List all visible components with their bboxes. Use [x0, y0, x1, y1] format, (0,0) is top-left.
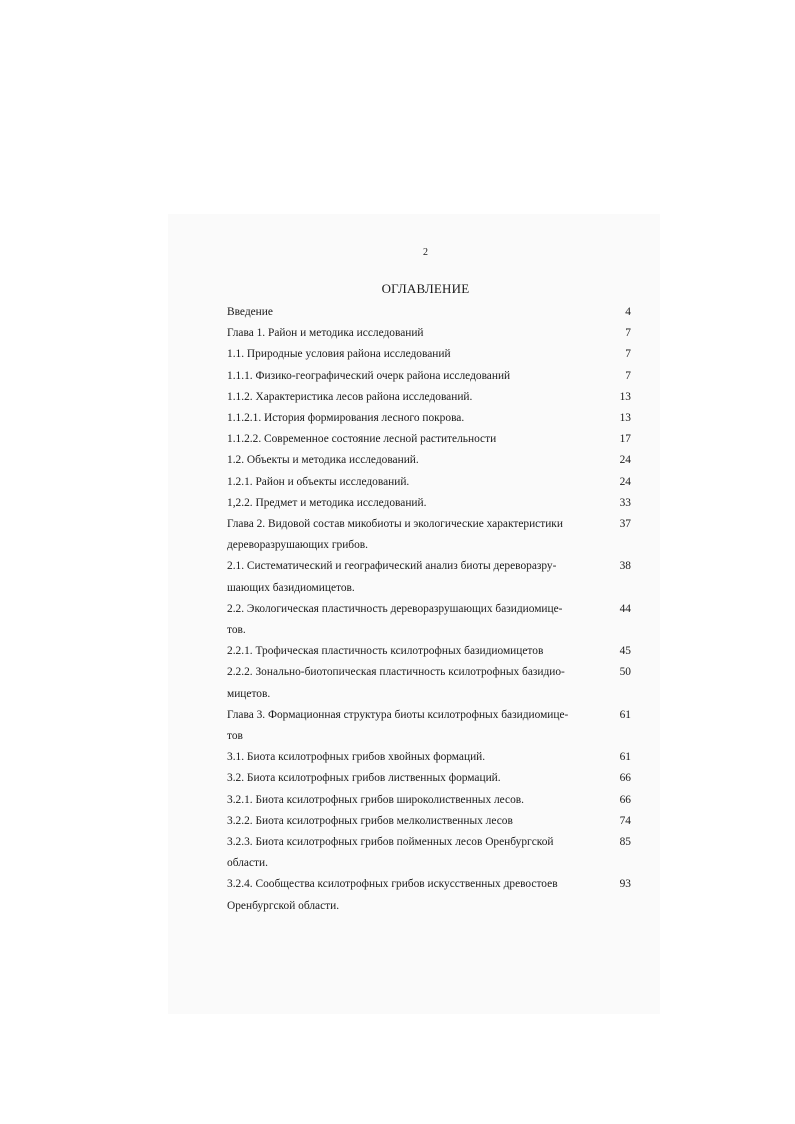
toc-entry	[227, 366, 631, 387]
toc-entry	[227, 662, 631, 704]
toc-entry-title: Глава 3. Формационная структура биоты ксилотрофных базидиомице-тов	[227, 708, 569, 743]
toc-entry	[227, 344, 631, 365]
toc-entry-page: 50	[619, 666, 631, 679]
toc-entry-page: 38	[619, 560, 631, 573]
toc-entry-page: 4	[625, 306, 631, 318]
toc-entry-title: 3.2.2. Биота ксилотрофных грибов мелколиственных лесов	[227, 814, 513, 827]
toc-entry-title: 1.1.2.2. Современное состояние лесной растительности	[227, 433, 497, 446]
toc-entry	[227, 493, 631, 514]
toc-entry	[227, 705, 631, 747]
toc-entry-page: 74	[619, 814, 631, 827]
toc-entry-title: 3.2.1. Биота ксилотрофных грибов широколиственных лесов.	[227, 793, 524, 806]
toc-entry	[227, 832, 631, 874]
toc-entry-page: 93	[619, 878, 631, 891]
toc-entry	[227, 514, 631, 556]
toc-entry-title: 3.2.4. Сообщества ксилотрофных грибов искусственных древостоев Оренбургской области.	[227, 878, 558, 912]
toc-entry-title: 3.2. Биота ксилотрофных грибов лиственных формаций.	[227, 772, 501, 785]
toc-entry	[227, 641, 631, 662]
toc-entry-title: 3.2.3. Биота ксилотрофных грибов пойменных лесов Оренбургской области.	[227, 836, 554, 870]
toc-entry-page: 7	[625, 348, 631, 361]
toc-entry	[227, 556, 631, 598]
toc-entry-page: 7	[625, 369, 631, 382]
toc-entry-title: Введение	[227, 306, 273, 318]
toc-entry	[227, 768, 631, 789]
toc-entry-page: 45	[619, 645, 631, 658]
toc-entry-title: 2.2.1. Трофическая пластичность ксилотрофных базидиомицетов	[227, 645, 544, 658]
toc-entry-page: 44	[619, 602, 631, 615]
toc-entry-title: 2.2. Экологическая пластичность дереворазрушающих базидиомице-тов.	[227, 602, 563, 637]
toc-entry	[227, 790, 631, 811]
toc-entry-title: 1.1.2.1. История формирования лесного покрова.	[227, 412, 465, 425]
toc-entry-title: Глава 1. Район и методика исследований	[227, 327, 424, 340]
toc-entry-page: 24	[619, 475, 631, 488]
toc-entry	[227, 874, 631, 916]
toc-entry-page: 37	[619, 518, 631, 531]
toc-entry	[227, 387, 631, 408]
toc-entry	[227, 472, 631, 493]
toc-entry-title: 3.1. Биота ксилотрофных грибов хвойных формаций.	[227, 751, 486, 764]
toc-entry-title: 1.1.1. Физико-географический очерк района исследований	[227, 369, 511, 382]
toc-entry-page: 13	[619, 412, 631, 425]
toc-entry-page: 33	[619, 496, 631, 509]
toc-entry-page: 66	[619, 793, 631, 806]
toc-entry-page: 61	[619, 708, 631, 721]
toc-entry-title: Глава 2. Видовой состав микобиоты и экологические характеристики дереворазрушающих грибов.	[227, 518, 563, 552]
toc-entry	[227, 599, 631, 641]
page-number: 2	[423, 247, 428, 258]
toc-entry-title: 2.2.2. Зонально-биотопическая пластичность ксилотрофных базидио-мицетов.	[227, 666, 565, 700]
toc-entry-title: 1.1. Природные условия района исследований	[227, 348, 451, 361]
toc-entry-page: 13	[619, 390, 631, 403]
table-of-contents	[227, 302, 631, 917]
toc-entry	[227, 450, 631, 471]
toc-entry-page: 7	[625, 327, 631, 340]
toc-entry-page: 66	[619, 772, 631, 785]
toc-entry-page: 85	[619, 836, 631, 849]
toc-heading: ОГЛАВЛЕНИЕ	[381, 281, 470, 296]
toc-entry-title: 1,2.2. Предмет и методика исследований.	[227, 496, 427, 509]
toc-entry	[227, 811, 631, 832]
toc-entry-page: 17	[619, 433, 631, 446]
toc-entry-title: 1.2. Объекты и методика исследований.	[227, 454, 419, 467]
toc-entry	[227, 302, 631, 323]
toc-entry-page: 24	[619, 454, 631, 467]
toc-entry-title: 2.1. Систематический и географический анализ биоты дереворазру-шающих базидиомицетов.	[227, 560, 557, 594]
toc-entry	[227, 408, 631, 429]
toc-entry	[227, 747, 631, 768]
toc-entry-title: 1.2.1. Район и объекты исследований.	[227, 475, 410, 488]
toc-entry-title: 1.1.2. Характеристика лесов района исследований.	[227, 390, 473, 403]
toc-entry	[227, 323, 631, 344]
toc-entry	[227, 429, 631, 450]
toc-entry-page: 61	[619, 751, 631, 764]
